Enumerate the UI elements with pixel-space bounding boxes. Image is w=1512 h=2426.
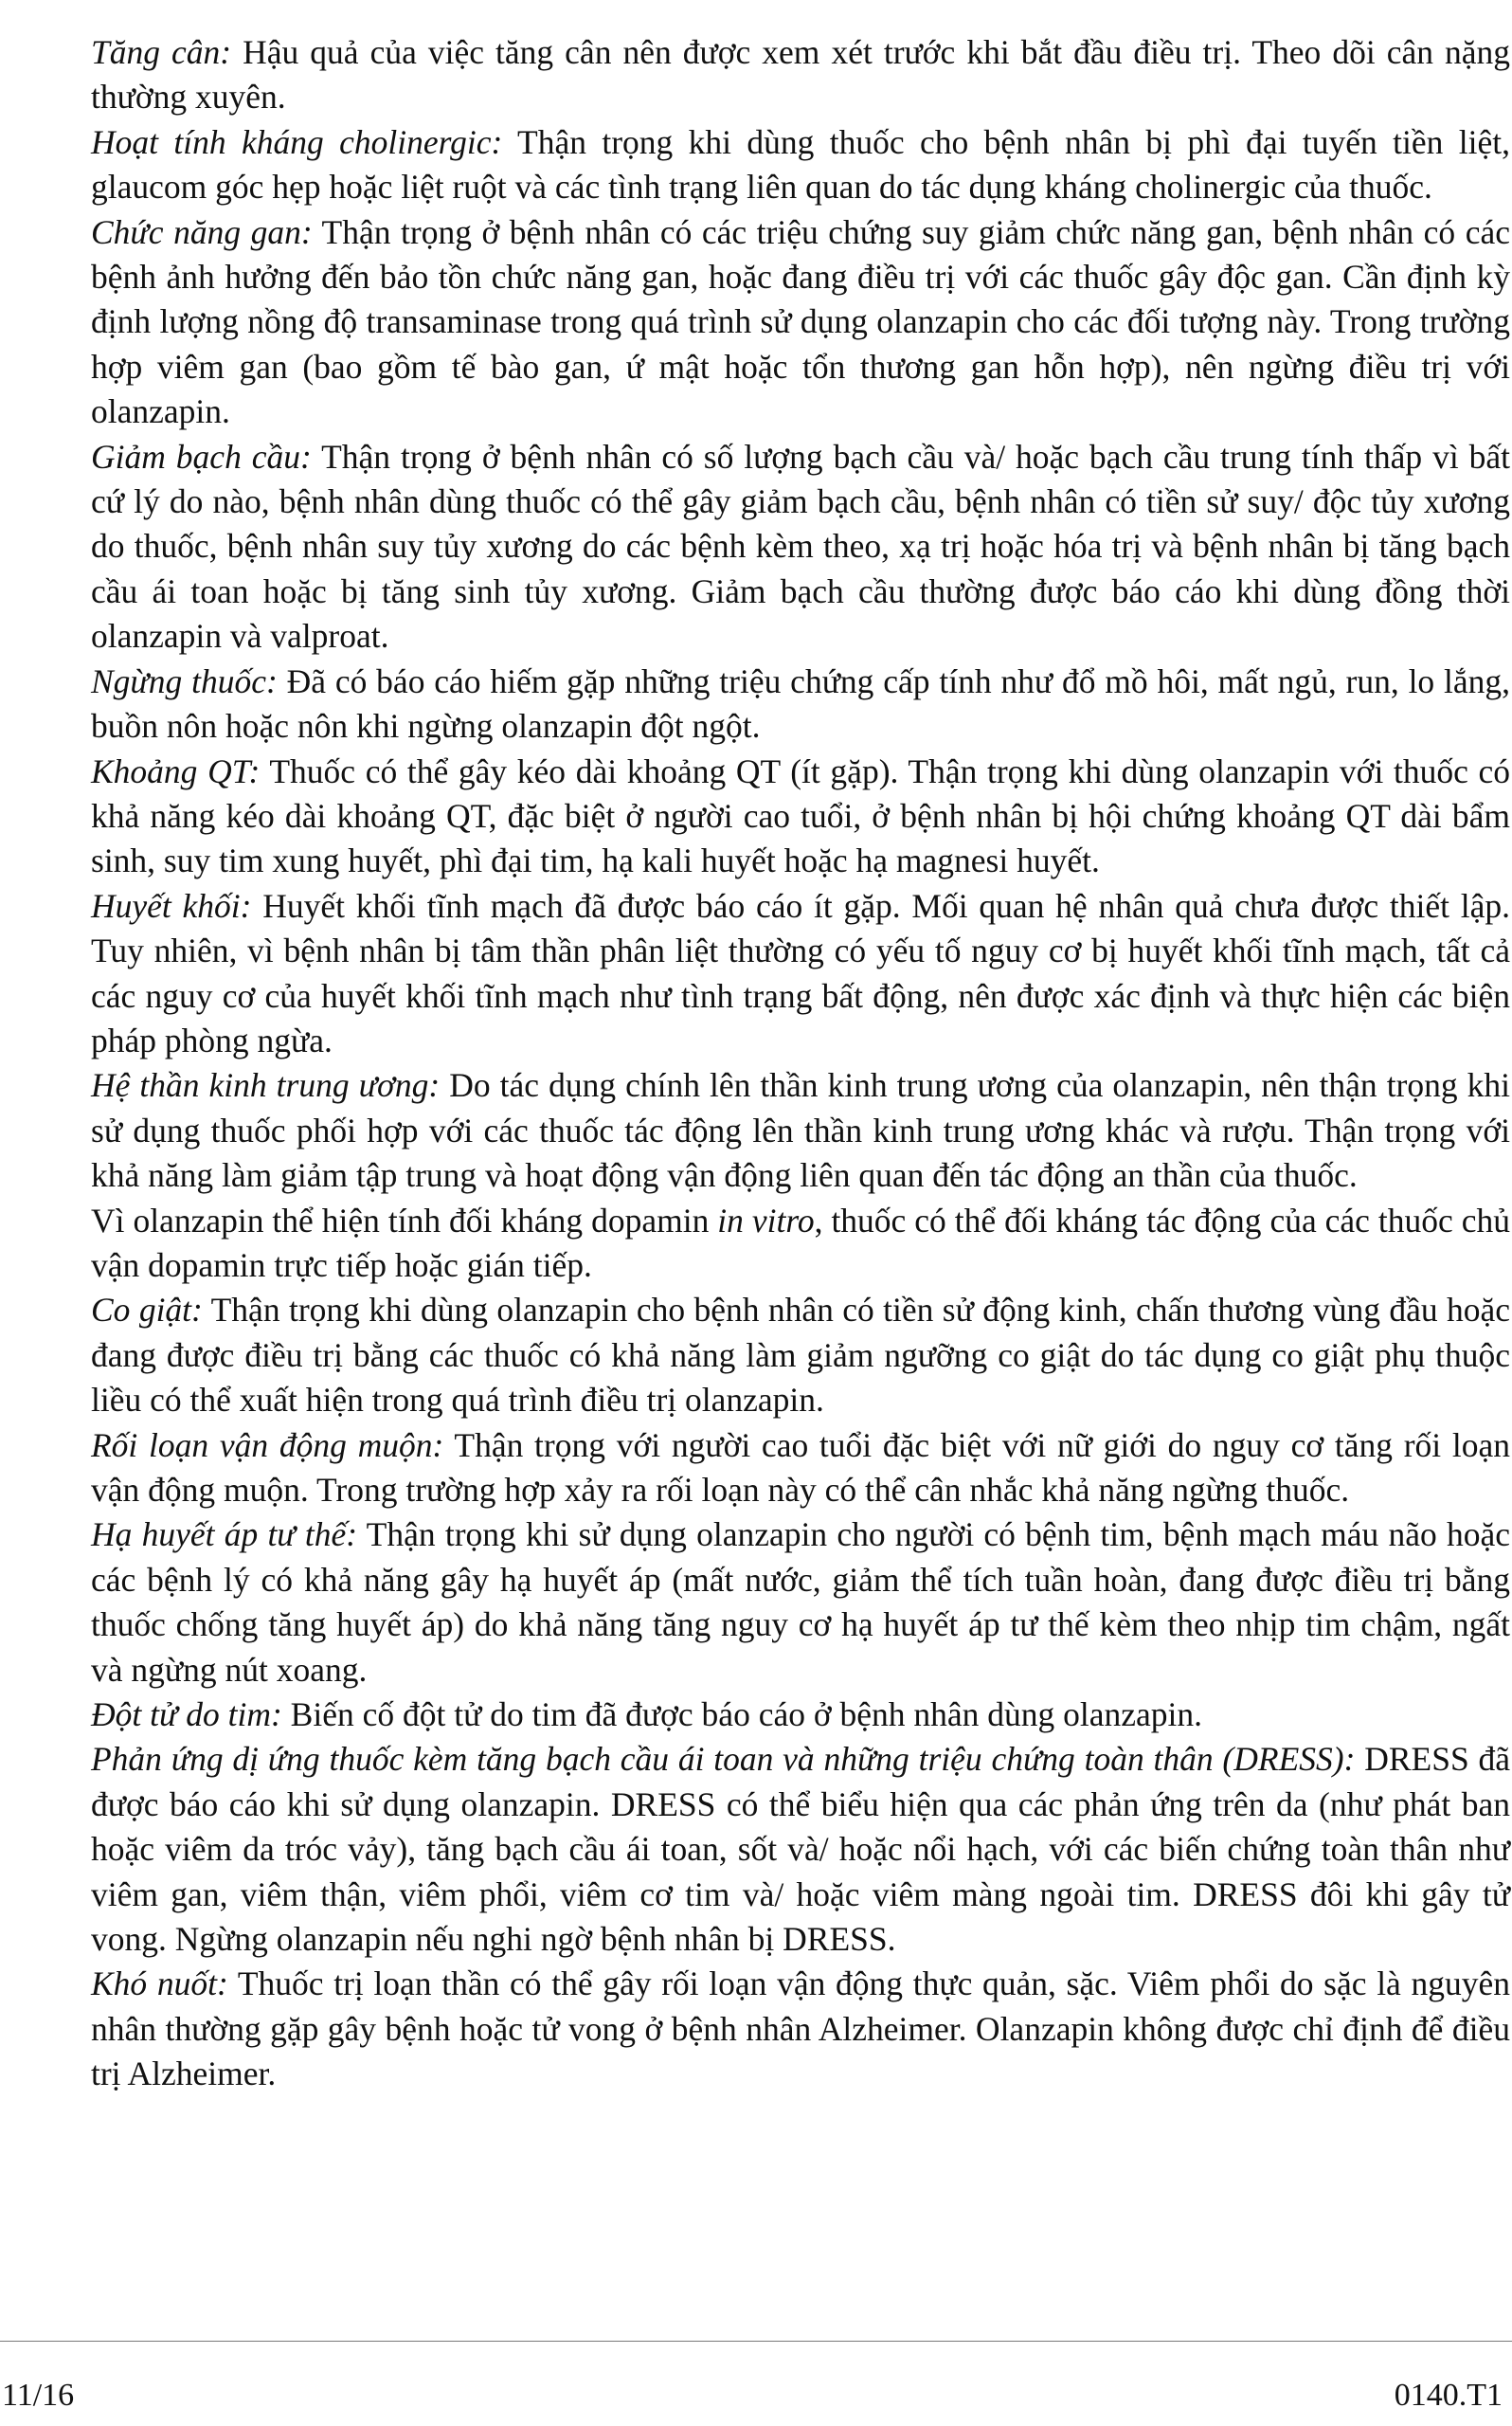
paragraph-heading: Phản ứng dị ứng thuốc kèm tăng bạch cầu ái toan và những triệu chứng toàn thân (DRESS):: [91, 1740, 1356, 1779]
footer-divider: [0, 2341, 1512, 2342]
paragraph-heading: Co giật:: [91, 1291, 203, 1330]
paragraph-thrombosis: [91, 884, 1510, 1064]
paragraph-text: Thuốc có thể gây kéo dài khoảng QT (ít gặp). Thận trọng khi dùng olanzapin với thuốc có khả năng kéo dài khoảng QT, đặc biệt ở người cao tuổi, ở bệnh nhân bị hội chứng khoảng QT dài bẩm sinh, suy tim xung huyết, phì đại tim, hạ kali huyết hoặc hạ magnesi huyết.: [91, 751, 1510, 880]
paragraph-dopamine: [91, 1199, 1510, 1289]
paragraph-heading: Tăng cân:: [91, 33, 232, 71]
paragraph-heading: Huyết khối:: [91, 886, 252, 925]
paragraph-italic-term: in vitro: [717, 1201, 815, 1240]
paragraph-heading: Giảm bạch cầu:: [91, 437, 312, 476]
paragraph-text: Biến cố đột tử do tim đã được báo cáo ở bệnh nhân dùng olanzapin.: [281, 1695, 1202, 1734]
paragraph-dress: [91, 1737, 1510, 1962]
paragraph-text: Thận trọng ở bệnh nhân có số lượng bạch cầu và/ hoặc bạch cầu trung tính thấp vì bất cứ lý do nào, bệnh nhân dùng thuốc có thể gây giảm bạch cầu, bệnh nhân có tiền sử suy/ độc tủy xương do thuốc, bệnh nhân suy tủy xương do các bệnh kèm theo, xạ trị hoặc hóa trị và bệnh nhân bị tăng bạch cầu ái toan hoặc bị tăng sinh tủy xương. Giảm bạch cầu thường được báo cáo khi dùng đồng thời olanzapin và valproat.: [91, 437, 1510, 656]
paragraph-anticholinergic: [91, 120, 1510, 210]
paragraph-weight-gain: [91, 30, 1510, 120]
paragraph-heading: Khoảng QT:: [91, 751, 261, 790]
paragraph-text: Đã có báo cáo hiếm gặp những triệu chứng cấp tính như đổ mồ hôi, mất ngủ, run, lo lắng, buồn nôn hoặc nôn khi ngừng olanzapin đột ngột.: [91, 661, 1510, 746]
paragraph-orthostatic-hypotension: [91, 1512, 1510, 1693]
paragraph-text: Thận trọng ở bệnh nhân có các triệu chứng suy giảm chức năng gan, bệnh nhân có các bệnh ảnh hưởng đến bảo tồn chức năng gan, hoặc đang điều trị với các thuốc gây độc gan. Cần định kỳ định lượng nồng độ transaminase trong quá trình sử dụng olanzapin cho các đối tượng này. Trong trường hợp viêm gan (bao gồm tế bào gan, ứ mật hoặc tổn thương gan hỗn hợp), nên ngừng điều trị với olanzapin.: [91, 212, 1510, 431]
paragraph-text: Thận trọng với người cao tuổi đặc biệt với nữ giới do nguy cơ tăng rối loạn vận động muộn. Trong trường hợp xảy ra rối loạn này có thể cân nhắc khả năng ngừng thuốc.: [91, 1425, 1510, 1509]
paragraph-dysphagia: [91, 1962, 1510, 2096]
paragraph-text: Do tác dụng chính lên thần kinh trung ương của olanzapin, nên thận trọng khi sử dụng thuốc phối hợp với các thuốc tác động lên thần kinh trung ương khác và rượu. Thận trọng với khả năng làm giảm tập trung và hoạt động vận động liên quan đến tác động an thần của thuốc.: [91, 1066, 1511, 1195]
paragraph-text-after: , thuốc có thể đối kháng tác động của các thuốc chủ vận dopamin trực tiếp hoặc gián tiếp.: [91, 1201, 1510, 1284]
paragraph-qt-interval: [91, 750, 1510, 884]
paragraph-leukopenia: [91, 435, 1510, 660]
paragraph-heading: Khó nuốt:: [91, 1964, 228, 2003]
paragraph-text: Thận trọng khi dùng thuốc cho bệnh nhân bị phì đại tuyến tiền liệt, glaucom góc hẹp hoặc liệt ruột và các tình trạng liên quan do tác dụng kháng cholinergic của thuốc.: [91, 122, 1510, 207]
paragraph-text: Thận trọng khi dùng olanzapin cho bệnh nhân có tiền sử động kinh, chấn thương vùng đầu hoặc đang được điều trị bằng các thuốc có khả năng làm giảm ngưỡng co giật do tác dụng co giật phụ thuộc liều có thể xuất hiện trong quá trình điều trị olanzapin.: [91, 1291, 1510, 1420]
paragraph-text: DRESS đã được báo cáo khi sử dụng olanzapin. DRESS có thể biểu hiện qua các phản ứng trên da (như phát ban hoặc viêm da tróc vảy), tăng bạch cầu ái toan, sốt và/ hoặc nổi hạch, với các biến chứng toàn thân như viêm gan, viêm thận, viêm phổi, viêm cơ tim và/ hoặc viêm màng ngoài tim. DRESS đôi khi gây tử vong. Ngừng olanzapin nếu nghi ngờ bệnh nhân bị DRESS.: [91, 1740, 1510, 1959]
paragraph-heading: Hạ huyết áp tư thế:: [91, 1515, 358, 1554]
paragraph-discontinuation: [91, 660, 1510, 750]
paragraph-heading: Chức năng gan:: [91, 212, 313, 251]
paragraph-text: Hậu quả của việc tăng cân nên được xem xét trước khi bắt đầu điều trị. Theo dõi cân nặng thường xuyên.: [91, 33, 1511, 117]
paragraph-heading: Hệ thần kinh trung ương:: [91, 1066, 441, 1105]
paragraph-text: Vì olanzapin thể hiện tính đối kháng dopamin: [91, 1201, 718, 1240]
paragraph-text: Huyết khối tĩnh mạch đã được báo cáo ít gặp. Mối quan hệ nhân quả chưa được thiết lập. Tuy nhiên, vì bệnh nhân bị tâm thần phân liệt thường có yếu tố nguy cơ bị huyết khối tĩnh mạch, tất cả các nguy cơ của huyết khối tĩnh mạch như tình trạng bất động, nên được xác định và thực hiện các biện pháp phòng ngừa.: [91, 886, 1510, 1059]
document-body: [91, 30, 1510, 2097]
paragraph-cns: [91, 1063, 1510, 1198]
document-code: 0140.T1: [1394, 2378, 1503, 2413]
paragraph-seizures: [91, 1288, 1510, 1422]
paragraph-heading: Hoạt tính kháng cholinergic:: [91, 122, 503, 161]
paragraph-sudden-cardiac-death: [91, 1693, 1510, 1737]
paragraph-heading: Đột tử do tim:: [91, 1695, 282, 1734]
paragraph-heading: Rối loạn vận động muộn:: [91, 1425, 444, 1464]
paragraph-tardive-dyskinesia: [91, 1423, 1510, 1513]
paragraph-text: Thuốc trị loạn thần có thể gây rối loạn vận động thực quản, sặc. Viêm phổi do sặc là nguyên nhân thường gặp gây bệnh hoặc tử vong ở bệnh nhân Alzheimer. Olanzapin không được chỉ định để điều trị Alzheimer.: [91, 1964, 1510, 2093]
paragraph-heading: Ngừng thuốc:: [91, 661, 278, 700]
paragraph-liver-function: [91, 210, 1510, 435]
page-number: 11/16: [2, 2378, 75, 2413]
paragraph-text: Thận trọng khi sử dụng olanzapin cho người có bệnh tim, bệnh mạch máu não hoặc các bệnh lý có khả năng gây hạ huyết áp (mất nước, giảm thể tích tuần hoàn, đang được điều trị bằng thuốc chống tăng huyết áp) do khả năng tăng nguy cơ hạ huyết áp tư thế kèm theo nhịp tim chậm, ngất và ngừng nút xoang.: [91, 1515, 1510, 1689]
